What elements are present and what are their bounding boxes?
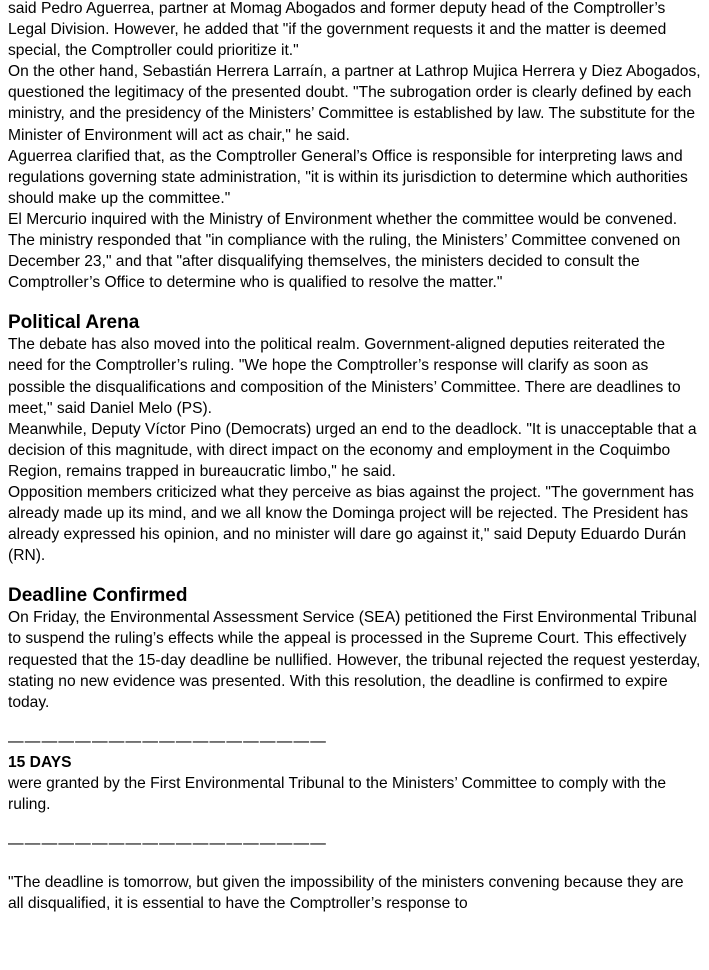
section-heading-deadline-confirmed: Deadline Confirmed bbox=[8, 585, 188, 607]
spacer bbox=[8, 566, 702, 585]
paragraph-aguerrea-quote: said Pedro Aguerrea, partner at Momag Abogados and former deputy head of the Comptroller’s Legal Division. However, he added that "if the government requests it and the matter is deemed special, the Comptroller could prioritize it." bbox=[8, 0, 667, 60]
spacer bbox=[8, 854, 702, 872]
paragraph-political-2: Meanwhile, Deputy Víctor Pino (Democrats) urged an end to the deadlock. "It is unacceptable that a decision of this magnitude, with direct impact on the economy and employment in the Coquimbo Region, remains trapped in bureaucratic limbo," he said. bbox=[8, 420, 697, 480]
article-body bbox=[8, 0, 702, 914]
closing-quote: "The deadline is tomorrow, but given the impossibility of the ministers convening because they are all disqualified, it is essential to have the Comptroller’s response to bbox=[8, 874, 684, 913]
paragraph-el-mercurio: El Mercurio inquired with the Ministry of Environment whether the committee would be convened. The ministry responded that "in compliance with the ruling, the Ministers’ Committee convened on December 23," and that "after disqualifying themselves, the ministers decided to consult the Comptroller’s Office to determine who is qualified to resolve the matter." bbox=[8, 210, 681, 292]
paragraph-aguerrea-clarified: Aguerrea clarified that, as the Comptroller General’s Office is responsible for interpreting laws and regulations governing state administration, "it is within its jurisdiction to determine which authorities should make up the committee." bbox=[8, 147, 688, 207]
paragraph-political-3: Opposition members criticized what they perceive as bias against the project. "The government has already made up its mind, and we all know the Dominga project will be rejected. The President has already expressed his opinion, and no minister will dare go against it," said Deputy Eduardo Durán (RN). bbox=[8, 483, 694, 565]
paragraph-herrera: On the other hand, Sebastián Herrera Larraín, a partner at Lathrop Mujica Herrera y Diez Abogados, questioned the legitimacy of the presented doubt. "The subrogation order is clearly defined by each ministry, and the presidency of the Ministers’ Committee is established by law. The substitute for the Minister of Environment will act as chair," he said. bbox=[8, 63, 701, 144]
divider-top: ——————————————————— bbox=[8, 732, 328, 750]
spacer bbox=[8, 293, 702, 312]
divider-bottom: ——————————————————— bbox=[8, 835, 328, 852]
paragraph-deadline-1: On Friday, the Environmental Assessment Service (SEA) petitioned the First Environmental Tribunal to suspend the ruling’s effects while the appeal is processed in the Supreme Court. This effectively requested that the 15-day deadline be nullified. However, the tribunal rejected the request yesterday, stating no new evidence was presented. With this resolution, the deadline is confirmed to expire today. bbox=[8, 609, 701, 711]
highlight-caption: were granted by the First Environmental Tribunal to the Ministers’ Committee to comply with the ruling. bbox=[8, 774, 667, 813]
spacer bbox=[8, 815, 702, 833]
section-heading-political-arena: Political Arena bbox=[8, 312, 140, 334]
paragraph-political-1: The debate has also moved into the political realm. Government-aligned deputies reiterated the need for the Comptroller’s ruling. "We hope the Comptroller’s response will clarify as soon as possible the disqualifications and composition of the Ministers’ Committee. There are deadlines to meet," said Daniel Melo (PS). bbox=[8, 336, 681, 417]
highlight-number: 15 DAYS bbox=[8, 753, 72, 771]
spacer bbox=[8, 713, 702, 731]
